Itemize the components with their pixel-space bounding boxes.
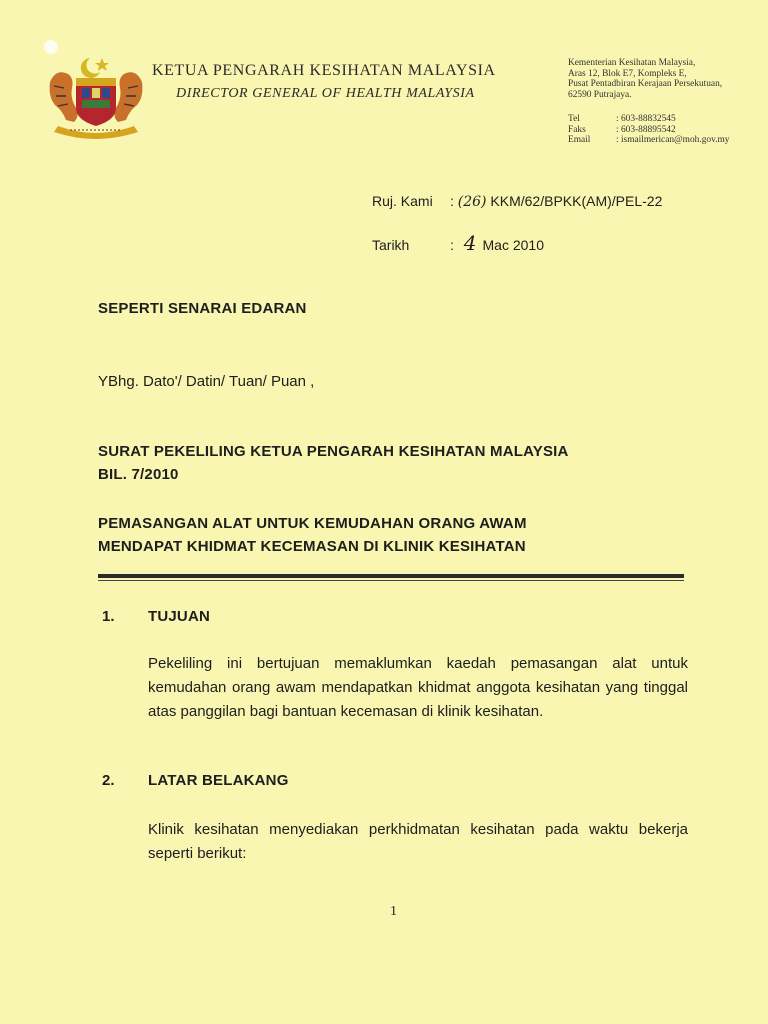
contact-row-email (568, 135, 729, 146)
page-number: 1 (390, 904, 397, 919)
contact-value: : 603-88832545 (616, 114, 676, 124)
section-title: TUJUAN (148, 608, 211, 625)
date-separator: : (450, 237, 454, 253)
letterhead-title: KETUA PENGARAH KESIHATAN MALAYSIA (152, 62, 496, 79)
address-line: 62590 Putrajaya. (568, 89, 632, 100)
contact-value: : 603-88895542 (616, 124, 676, 135)
section-paragraph: Pekeliling ini bertujuan memaklumkan kaedah pemasangan alat untuk kemudahan orang awam mendapatkan khidmat anggota kesihatan yang tinggal atas panggilan bagi bantuan kecemasan di klinik kesihatan. (148, 655, 688, 720)
date-line (372, 231, 544, 255)
divider-thin (98, 580, 684, 581)
address-line: Pusat Pentadbiran Kerajaan Persekutuan, (568, 79, 723, 90)
reference-value: KKM/62/BPKK(AM)/PEL-22 (490, 193, 663, 209)
reference-label: Ruj. Kami (372, 193, 433, 209)
address-line: Aras 12, Blok E7, Kompleks E, (568, 68, 687, 79)
subject-title-line: MENDAPAT KHIDMAT KECEMASAN DI KLINIK KESIHATAN (98, 538, 526, 555)
contact-label: Tel (568, 114, 580, 124)
contact-row-fax (568, 125, 729, 136)
subject-title (98, 512, 698, 558)
handwritten-reference-number: (26) (457, 194, 487, 210)
section-number: 1. (102, 608, 115, 625)
section-title: LATAR BELAKANG (148, 772, 289, 789)
divider-thick (98, 574, 684, 578)
letterhead-address (568, 58, 764, 100)
contact-value: : ismailmerican@moh.gov.my (616, 135, 730, 146)
salutation: YBhg. Dato'/ Datin/ Tuan/ Puan , (98, 373, 315, 390)
reference-separator: : (450, 193, 454, 209)
coat-of-arms-icon (44, 52, 148, 144)
date-label: Tarikh (372, 237, 410, 253)
date-month-year: Mac 2010 (482, 237, 544, 253)
contact-label: Email (568, 135, 591, 146)
subject-title-line: PEMASANGAN ALAT UNTUK KEMUDAHAN ORANG AWAM (98, 515, 527, 532)
section-paragraph: Klinik kesihatan menyediakan perkhidmatan kesihatan pada waktu bekerja seperti berikut: (148, 821, 688, 862)
subject-number: BIL. 7/2010 (98, 466, 179, 483)
letterhead-subtitle: DIRECTOR GENERAL OF HEALTH MALAYSIA (176, 86, 475, 101)
contact-label: Faks (568, 124, 586, 135)
reference-line (372, 193, 662, 210)
subject-heading (98, 440, 698, 486)
letterhead-contacts (568, 114, 729, 146)
handwritten-date-day: 4 (463, 231, 477, 255)
circulation-heading: SEPERTI SENARAI EDARAN (98, 300, 307, 317)
subject-line: SURAT PEKELILING KETUA PENGARAH KESIHATAN MALAYSIA (98, 443, 569, 460)
section-number: 2. (102, 772, 115, 789)
address-line: Kementerian Kesihatan Malaysia, (568, 58, 696, 68)
contact-row-tel (568, 114, 729, 125)
